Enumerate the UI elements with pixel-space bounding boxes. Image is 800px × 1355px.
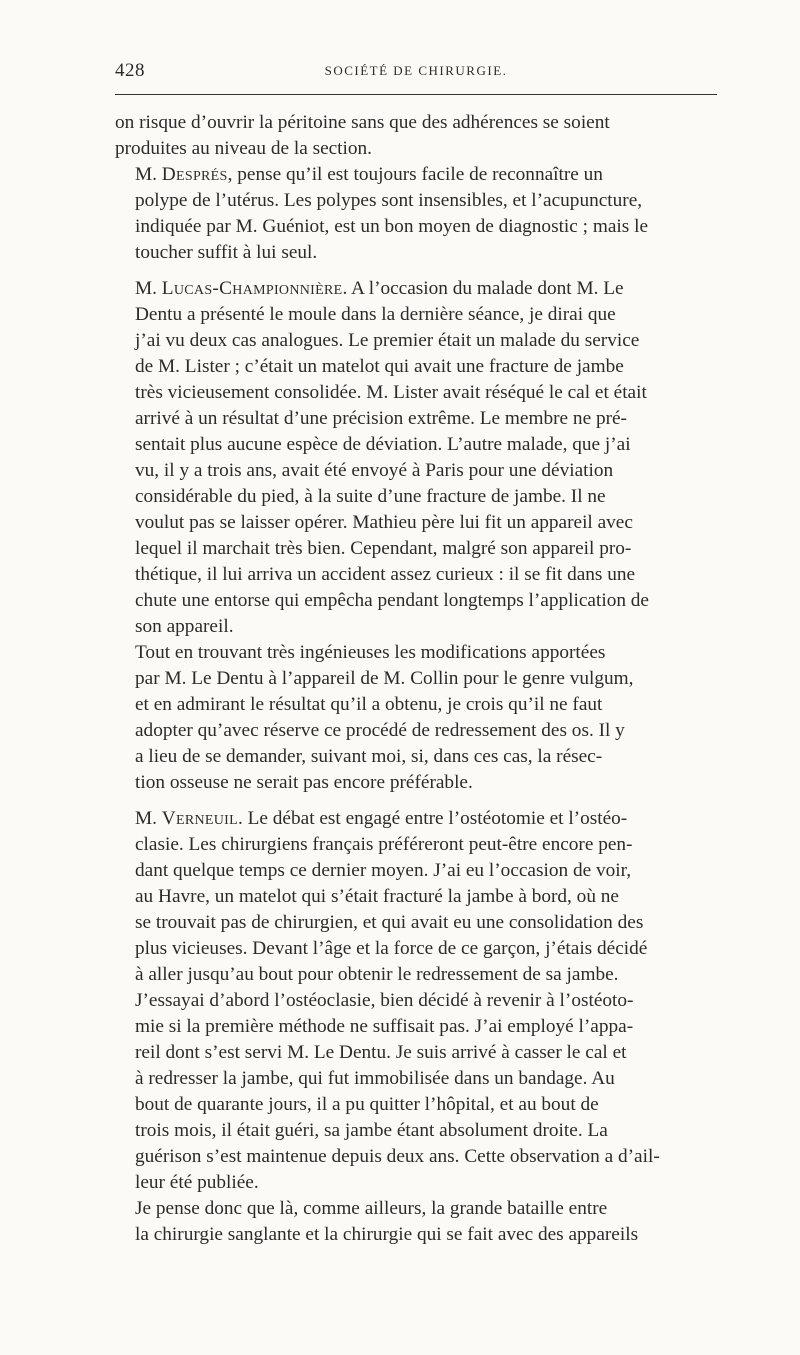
- page-number: 428: [115, 60, 145, 81]
- text-line: clasie. Les chirurgiens français préféreront peut-être encore pen-: [135, 834, 633, 855]
- text-line: plus vicieuses. Devant l’âge et la force de ce garçon, j’étais décidé: [135, 938, 648, 959]
- text-line: on risque d’ouvrir la péritoine sans que des adhérences se soient: [115, 112, 610, 133]
- line-rest: . Le débat est engagé entre l’ostéotomie et l’ostéo-: [238, 808, 628, 829]
- text-line: Je pense donc que là, comme ailleurs, la grande bataille entre: [135, 1198, 608, 1219]
- text-line: lequel il marchait très bien. Cependant, malgré son appareil pro-: [135, 538, 632, 559]
- speaker-name: Lucas-Championnière: [161, 278, 343, 299]
- text-line: de M. Lister ; c’était un matelot qui avait une fracture de jambe: [135, 356, 624, 377]
- text-line: toucher suffit à lui seul.: [135, 242, 318, 263]
- speaker-prefix: M.: [135, 808, 162, 829]
- text-line: et en admirant le résultat qu’il a obtenu, je crois qu’il ne faut: [135, 694, 603, 715]
- text-line: guérison s’est maintenue depuis deux ans. Cette observation a d’ail-: [135, 1146, 660, 1167]
- text-line: arrivé à un résultat d’une précision extrême. Le membre ne pré-: [135, 408, 627, 429]
- text-line: polype de l’utérus. Les polypes sont insensibles, et l’acupuncture,: [135, 190, 643, 211]
- text-line: j’ai vu deux cas analogues. Le premier était un malade du service: [135, 330, 640, 351]
- text-line: à aller jusqu’au bout pour obtenir le redressement de sa jambe.: [135, 964, 619, 985]
- text-line: à redresser la jambe, qui fut immobilisée dans un bandage. Au: [135, 1068, 615, 1089]
- line-rest: , pense qu’il est toujours facile de reconnaître un: [227, 164, 603, 185]
- speaker-name: Verneuil: [161, 808, 238, 829]
- text-line: leur été publiée.: [135, 1172, 259, 1193]
- text-line: adopter qu’avec réserve ce procédé de redressement des os. Il y: [135, 720, 625, 741]
- speaker-prefix: M.: [135, 164, 162, 185]
- text-line: sentait plus aucune espèce de déviation. L’autre malade, que j’ai: [135, 434, 631, 455]
- text-line: J’essayai d’abord l’ostéoclasie, bien décidé à revenir à l’ostéoto-: [135, 990, 634, 1011]
- text-line: trois mois, il était guéri, sa jambe étant absolument droite. La: [135, 1120, 608, 1141]
- line-rest: . A l’occasion du malade dont M. Le: [342, 278, 624, 299]
- running-title: SOCIÉTÉ DE CHIRURGIE.: [324, 63, 508, 78]
- text-line: reil dont s’est servi M. Le Dentu. Je suis arrivé à casser le cal et: [135, 1042, 627, 1063]
- text-line: vu, il y a trois ans, avait été envoyé à Paris pour une déviation: [135, 460, 614, 481]
- text-line: produites au niveau de la section.: [115, 138, 373, 159]
- text-line: [115, 276, 725, 302]
- text-line: Dentu a présenté le moule dans la dernière séance, je dirai que: [135, 304, 616, 325]
- paragraph-1: [115, 110, 725, 162]
- text-line: [115, 806, 725, 832]
- text-line: indiquée par M. Guéniot, est un bon moyen de diagnostic ; mais le: [135, 216, 648, 237]
- text-line: dant quelque temps ce dernier moyen. J’ai eu l’occasion de voir,: [135, 860, 632, 881]
- text-line: [115, 162, 725, 188]
- paragraph-despres: [115, 162, 725, 266]
- text-line: voulut pas se laisser opérer. Mathieu père lui fit un appareil avec: [135, 512, 633, 533]
- text-line: chute une entorse qui empêcha pendant longtemps l’application de: [135, 590, 649, 611]
- text-line: par M. Le Dentu à l’appareil de M. Collin pour le genre vulgum,: [135, 668, 634, 689]
- text-line: considérable du pied, à la suite d’une fracture de jambe. Il ne: [135, 486, 606, 507]
- text-line: se trouvait pas de chirurgien, et qui avait eu une consolidation des: [135, 912, 644, 933]
- text-line: son appareil.: [135, 616, 234, 637]
- paragraph-lucas-championniere: [115, 276, 725, 640]
- paragraph-6: [115, 1196, 725, 1248]
- text-line: tion osseuse ne serait pas encore préférable.: [135, 772, 473, 793]
- text-line: au Havre, un matelot qui s’était fracturé la jambe à bord, où ne: [135, 886, 619, 907]
- text-line: la chirurgie sanglante et la chirurgie qui se fait avec des appareils: [135, 1224, 639, 1245]
- body-text: [115, 110, 725, 1248]
- text-line: Tout en trouvant très ingénieuses les modifications apportées: [135, 642, 606, 663]
- running-header: [115, 58, 717, 88]
- speaker-name: Després: [161, 164, 228, 185]
- text-line: bout de quarante jours, il a pu quitter l’hôpital, et au bout de: [135, 1094, 599, 1115]
- text-line: très vicieusement consolidée. M. Lister avait réséqué le cal et était: [135, 382, 647, 403]
- paragraph-4: [115, 640, 725, 796]
- text-line: mie si la première méthode ne suffisait pas. J’ai employé l’appa-: [135, 1016, 634, 1037]
- paragraph-verneuil: [115, 806, 725, 1196]
- text-line: a lieu de se demander, suivant moi, si, dans ces cas, la résec-: [135, 746, 603, 767]
- header-rule: [115, 94, 717, 95]
- text-line: thétique, il lui arriva un accident assez curieux : il se fit dans une: [135, 564, 636, 585]
- speaker-prefix: M.: [135, 278, 162, 299]
